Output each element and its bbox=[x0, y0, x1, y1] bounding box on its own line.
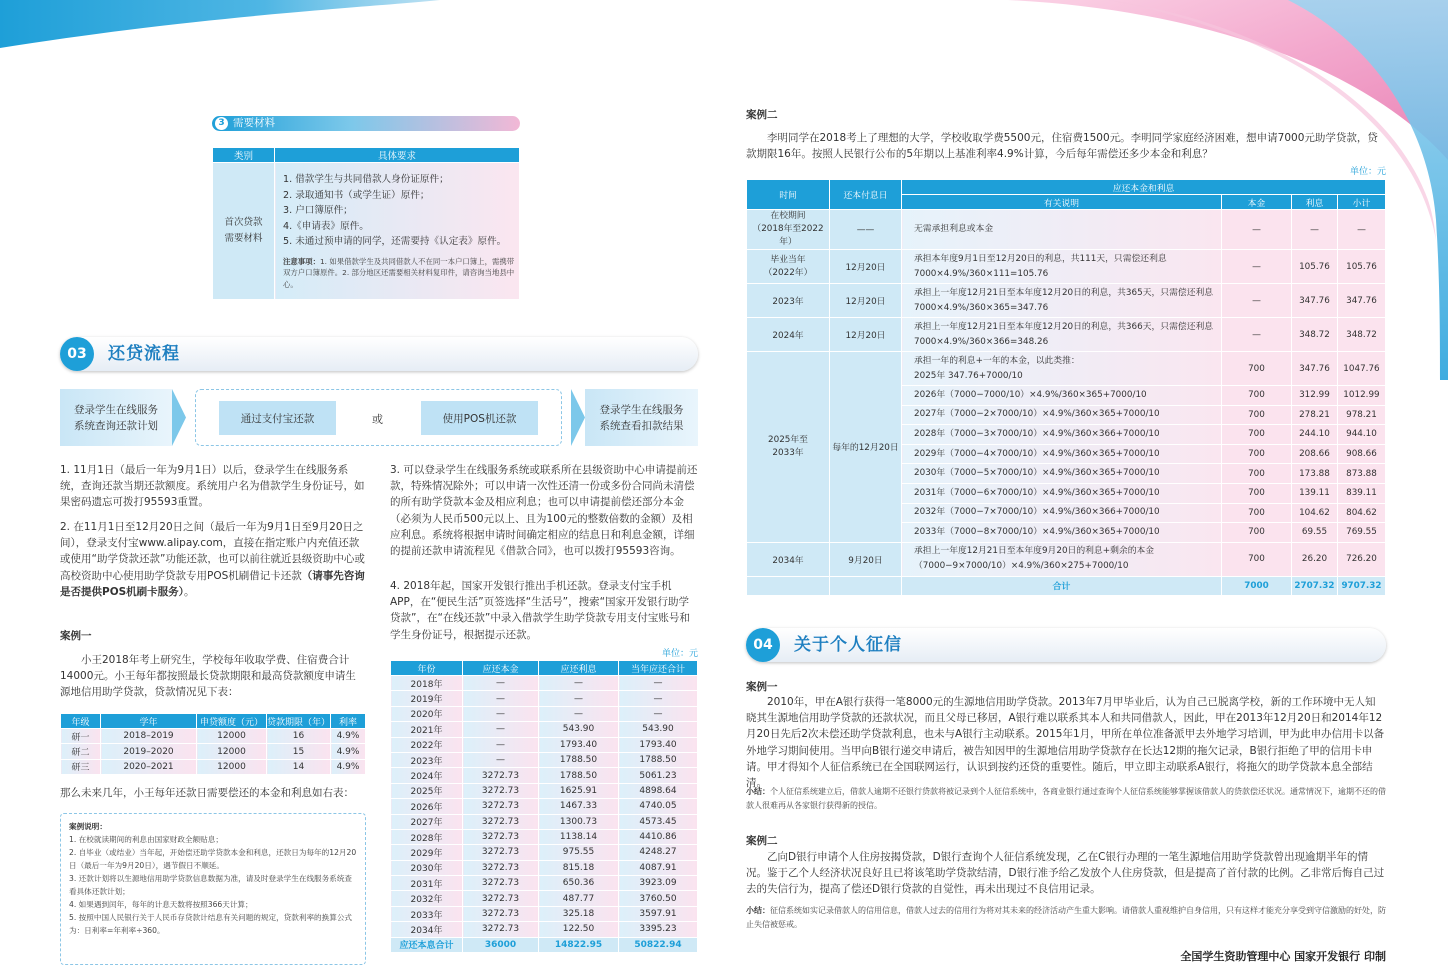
case2-time-line: 毕业当年 bbox=[770, 254, 806, 265]
table-cell: 4740.05 bbox=[619, 799, 698, 814]
case2-principal-cell: 700 bbox=[1221, 405, 1291, 425]
table-cell: 应还本息合计 bbox=[391, 937, 463, 952]
case2-time-line: （2022年） bbox=[763, 267, 813, 278]
case2-subtotal-cell: 873.88 bbox=[1337, 464, 1385, 484]
credit2-summary-text: 征信系统如实记录借款人的信用信息，借款人过去的信用行为将对其未来的经济活动产生重大影响。请借款人重视维护自身信用，只有这样才能充分享受到守信激励的好处，防止失信被惩戒。 bbox=[746, 906, 1386, 929]
table-cell: 2029年 bbox=[391, 845, 463, 860]
case2-unit: 单位：元 bbox=[1349, 167, 1386, 177]
repay-header: 当年应还合计 bbox=[619, 661, 698, 676]
table-cell: 3272.73 bbox=[463, 876, 539, 891]
table-cell: 3923.09 bbox=[619, 876, 698, 891]
case2-date-cell: 12月20日 bbox=[830, 284, 902, 318]
table-cell: 12000 bbox=[197, 759, 267, 774]
materials-item: 1. 借款学生与共同借款人身份证原件； bbox=[283, 174, 449, 185]
table-cell: 4.9% bbox=[331, 744, 366, 759]
case2-desc-line: 7000×4.9%/360×366=348.26 bbox=[914, 336, 1049, 347]
case2-header-desc: 有关说明 bbox=[902, 195, 1222, 210]
table-cell: 3272.73 bbox=[463, 829, 539, 844]
case2-desc-cell: 2033年（7000−8×7000/10）×4.9%/360×365+7000/10 bbox=[902, 523, 1222, 543]
case1-note: 5. 按照中国人民银行关于人民币存贷款计结息有关问题的规定，贷款利率的换算公式为：日利率=年利率÷360。 bbox=[69, 913, 353, 935]
case1-header: 申贷额度（元） bbox=[197, 714, 267, 729]
table-cell: 543.90 bbox=[539, 722, 619, 737]
case2-desc-line: 承担上一年度12月21日至本年度9月20日的利息+剩余的本金 bbox=[914, 546, 1155, 557]
materials-category-cell bbox=[213, 163, 275, 300]
table-cell: 4573.45 bbox=[619, 814, 698, 829]
table-cell: 50822.94 bbox=[619, 937, 698, 952]
materials-item: 5. 未通过预申请的同学，还需要持《认定表》原件。 bbox=[283, 236, 507, 247]
table-cell: 2021年 bbox=[391, 722, 463, 737]
materials-note-label: 注意事项： bbox=[283, 256, 320, 266]
table-cell: 815.18 bbox=[539, 860, 619, 875]
case2-time-cell: 2023年 bbox=[747, 284, 830, 318]
table-row bbox=[747, 284, 1386, 318]
top-left-wave-decoration bbox=[0, 0, 440, 48]
table-cell: 3272.73 bbox=[463, 906, 539, 921]
case2-label: 案例二 bbox=[746, 109, 778, 121]
table-cell: 3272.73 bbox=[463, 860, 539, 875]
credit2-text: 乙向D银行申请个人住房按揭贷款，D银行查询个人征信系统发现，乙在C银行办理的一笔生源地信用助学贷款曾出现逾期半年的情况。鉴于乙个人经济状况良好且已将该笔助学贷款结清，D银行准予给乙发放个人住房贷款，但是提高了首付款的比例。乙非常后悔自己过去的失信行为，提高了偿还D银行贷款的自觉性，再未出现过不良信用记录。 bbox=[746, 851, 1385, 896]
case2-desc-line: （7000−9×7000/10）×4.9%/360×275+7000/10 bbox=[914, 561, 1129, 572]
section-04-header bbox=[746, 628, 1386, 662]
case2-subtotal-cell: 978.21 bbox=[1337, 405, 1385, 425]
table-cell: 2026年 bbox=[391, 799, 463, 814]
table-cell: 3395.23 bbox=[619, 922, 698, 937]
table-cell: 4410.86 bbox=[619, 829, 698, 844]
materials-note bbox=[283, 256, 515, 291]
table-cell: 1793.40 bbox=[619, 737, 698, 752]
table-cell: 4.9% bbox=[331, 729, 366, 744]
table-cell: 3272.73 bbox=[463, 799, 539, 814]
case2-interest-cell: 347.76 bbox=[1291, 284, 1337, 318]
case2-interest-cell: 69.55 bbox=[1291, 523, 1337, 543]
section-03-number: 03 bbox=[60, 337, 94, 371]
materials-item: 2. 录取通知书（或学生证）原件； bbox=[283, 189, 430, 201]
credit1-summary-text: 个人征信系统建立后，借款人逾期不还银行贷款将被记录到个人征信系统中，各商业银行通过查询个人征信系统能够掌握该借款人的贷款偿还状况。通常情况下，逾期不还的借款人很难再从各家银行获得新的授信。 bbox=[746, 787, 1386, 810]
case2-subtotal-cell: 804.62 bbox=[1337, 503, 1385, 523]
table-cell: 16 bbox=[267, 729, 331, 744]
case2-desc-cell bbox=[902, 542, 1222, 576]
table-cell: — bbox=[463, 691, 539, 706]
flow-arrow-icon bbox=[172, 389, 186, 446]
section-03-title: 还贷流程 bbox=[108, 344, 180, 364]
table-row bbox=[391, 799, 698, 814]
case2-desc-cell: 2031年（7000−6×7000/10）×4.9%/360×365+7000/10 bbox=[902, 483, 1222, 503]
case2-principal-cell: — bbox=[1221, 284, 1291, 318]
table-cell: 2020年 bbox=[391, 706, 463, 721]
case2-total-interest: 2707.32 bbox=[1291, 576, 1337, 595]
case2-principal-cell: 700 bbox=[1221, 425, 1291, 445]
flow-option-alipay: 通过支付宝还款 bbox=[219, 401, 336, 435]
table-row bbox=[747, 210, 1386, 250]
case2-interest-cell: 312.99 bbox=[1291, 386, 1337, 406]
case2-text: 李明同学在2018考上了理想的大学，学校收取学费5500元，住宿费1500元。李明同学家庭经济困难，想申请7000元助学贷款，贷款期限16年。按照人民银行公布的5年期以上基准利率4.9%计算，今后每年需偿还多少本金和利息？ bbox=[746, 132, 1378, 161]
case2-total-principal: 7000 bbox=[1221, 576, 1291, 595]
case2-interest-cell: 139.11 bbox=[1291, 483, 1337, 503]
repay-header: 应还本金 bbox=[463, 661, 539, 676]
table-cell: 650.36 bbox=[539, 876, 619, 891]
table-cell: 2031年 bbox=[391, 876, 463, 891]
table-row bbox=[391, 691, 698, 706]
table-cell: — bbox=[463, 752, 539, 767]
table-cell: — bbox=[463, 676, 539, 691]
materials-header-requirements: 具体要求 bbox=[275, 148, 520, 163]
case2-desc-cell: 2030年（7000−5×7000/10）×4.9%/360×365+7000/10 bbox=[902, 464, 1222, 484]
case2-date-cell: 12月20日 bbox=[830, 318, 902, 352]
case2-desc-cell: 2026年（7000−7000/10）×4.9%/360×365+7000/10 bbox=[902, 386, 1222, 406]
table-cell: 1788.50 bbox=[619, 752, 698, 767]
flow-start-box bbox=[60, 389, 172, 446]
table-cell: 2024年 bbox=[391, 768, 463, 783]
table-cell: 2023年 bbox=[391, 752, 463, 767]
case2-interest-cell: 347.76 bbox=[1291, 352, 1337, 386]
case2-desc-cell bbox=[902, 250, 1222, 284]
case2-total-label: 合计 bbox=[902, 576, 1222, 595]
table-cell: — bbox=[619, 706, 698, 721]
case2-subtotal-cell: — bbox=[1337, 210, 1385, 250]
step-2-bold: （请事先咨询是否提供POS机刷卡服务） bbox=[60, 569, 365, 598]
table-cell: 1788.50 bbox=[539, 752, 619, 767]
case2-principal-cell: — bbox=[1221, 250, 1291, 284]
table-row bbox=[747, 250, 1386, 284]
case2-header-principal: 本金 bbox=[1221, 195, 1291, 210]
case2-time-cell: 2034年 bbox=[747, 542, 830, 576]
table-cell: 487.77 bbox=[539, 891, 619, 906]
case2-total-blank bbox=[830, 576, 902, 595]
case2-time-line: （2018年至2022年） bbox=[752, 224, 824, 247]
table-row bbox=[391, 768, 698, 783]
table-row bbox=[747, 318, 1386, 352]
case2-desc-line: 承担一年的利息+一年的本金，以此类推： bbox=[914, 355, 1080, 366]
case2-principal-cell: 700 bbox=[1221, 352, 1291, 386]
table-cell: 2033年 bbox=[391, 906, 463, 921]
table-cell: — bbox=[539, 691, 619, 706]
materials-category-line: 首次贷款 bbox=[224, 217, 263, 228]
case2-subtotal-cell: 1047.76 bbox=[1337, 352, 1385, 386]
step-2-end: 。 bbox=[183, 585, 195, 598]
table-cell: 2034年 bbox=[391, 922, 463, 937]
case1-conclusion: 那么未来几年，小王每年还款日需要偿还的本金和利息如右表： bbox=[60, 787, 354, 799]
repay-table-unit: 单位：元 bbox=[661, 649, 698, 659]
case1-notes-box bbox=[60, 813, 366, 965]
table-cell: — bbox=[619, 676, 698, 691]
case2-subtotal-cell: 347.76 bbox=[1337, 284, 1385, 318]
section-04-number: 04 bbox=[746, 628, 780, 662]
flow-end-box bbox=[585, 389, 698, 446]
section-03-header bbox=[60, 337, 698, 371]
case2-time-cell: 2024年 bbox=[747, 318, 830, 352]
table-cell: 2027年 bbox=[391, 814, 463, 829]
table-cell: — bbox=[463, 722, 539, 737]
table-row-total bbox=[391, 937, 698, 952]
case2-desc-cell: 无需承担利息或本金 bbox=[902, 210, 1222, 250]
case2-time-line: 2033年 bbox=[772, 447, 804, 458]
case2-desc-cell bbox=[902, 318, 1222, 352]
table-cell: 4.9% bbox=[331, 759, 366, 774]
table-cell: — bbox=[619, 691, 698, 706]
case2-desc-cell: 2029年（7000−4×7000/10）×4.9%/360×365+7000/10 bbox=[902, 444, 1222, 464]
table-cell: 2019年 bbox=[391, 691, 463, 706]
case2-schedule-table bbox=[746, 179, 1386, 596]
table-row bbox=[747, 576, 1386, 595]
case2-interest-cell: 348.72 bbox=[1291, 318, 1337, 352]
table-row bbox=[391, 737, 698, 752]
table-row bbox=[391, 706, 698, 721]
step-4: 4. 2018年起，国家开发银行推出手机还款。登录支付宝手机APP，在“便民生活”页签选择“生活号”，搜索“国家开发银行助学贷款”，在“在线还款”中录入借款学生助学贷款专用支付宝账号和学生身份证号，根据提示还款。 bbox=[390, 580, 690, 641]
case2-header-interest: 利息 bbox=[1291, 195, 1337, 210]
step-1: 1. 11月1日（最后一年为9月1日）以后，登录学生在线服务系统，查询还款当期还款额度。系统用户名为借款学生身份证号，如果密码遗忘可拨打95593重置。 bbox=[60, 464, 365, 509]
table-row bbox=[391, 752, 698, 767]
case2-subtotal-cell: 944.10 bbox=[1337, 425, 1385, 445]
credit2-summary bbox=[746, 904, 1386, 932]
case2-interest-cell: 208.66 bbox=[1291, 444, 1337, 464]
table-cell: 3272.73 bbox=[463, 891, 539, 906]
case2-time-cell bbox=[747, 250, 830, 284]
materials-number: 3 bbox=[215, 117, 228, 130]
table-cell: — bbox=[463, 737, 539, 752]
case2-subtotal-cell: 726.20 bbox=[1337, 542, 1385, 576]
table-cell: 1788.50 bbox=[539, 768, 619, 783]
table-cell: 2030年 bbox=[391, 860, 463, 875]
materials-header-category: 类别 bbox=[213, 148, 275, 163]
table-row bbox=[391, 876, 698, 891]
case1-note: 2. 自毕业（或结业）当年起，开始偿还助学贷款本金和利息，还款日为每年的12月20日（最后一年为9月20日），遇节假日不顺延。 bbox=[69, 848, 357, 870]
case2-date-cell: 12月20日 bbox=[830, 250, 902, 284]
case2-interest-cell: 278.21 bbox=[1291, 405, 1337, 425]
table-cell: 2019–2020 bbox=[101, 744, 197, 759]
table-row bbox=[391, 722, 698, 737]
table-cell: 2025年 bbox=[391, 783, 463, 798]
materials-item: 3. 户口簿原件； bbox=[283, 205, 353, 216]
table-row bbox=[747, 542, 1386, 576]
table-cell: 研二 bbox=[61, 744, 101, 759]
table-row bbox=[391, 814, 698, 829]
case1-text: 小王2018年考上研究生，学校每年收取学费、住宿费合计14000元。小王每年都按照最长贷款期限和最高贷款额度申请生源地信用助学贷款，贷款情况见下表： bbox=[60, 654, 356, 699]
table-cell: 1138.14 bbox=[539, 829, 619, 844]
table-cell: — bbox=[539, 676, 619, 691]
case2-time-cell bbox=[747, 210, 830, 250]
case2-desc-cell: 2032年（7000−7×7000/10）×4.9%/360×366+7000/10 bbox=[902, 503, 1222, 523]
case1-note: 3. 还款计划将以生源地信用助学贷款信息数据为准，请及时登录学生在线服务系统查看具体还款计划； bbox=[69, 874, 353, 896]
table-cell: 12000 bbox=[197, 744, 267, 759]
case1-loan-table bbox=[60, 713, 366, 775]
case2-desc-line: 承担本年度9月1日至12月20日的利息，共111天，只需偿还利息 bbox=[914, 253, 1167, 264]
credit1-summary bbox=[746, 785, 1386, 813]
case2-interest-cell: 173.88 bbox=[1291, 464, 1337, 484]
table-row bbox=[61, 744, 366, 759]
table-cell: — bbox=[463, 706, 539, 721]
table-cell: 4248.27 bbox=[619, 845, 698, 860]
case1-header: 学年 bbox=[101, 714, 197, 729]
table-cell: 3272.73 bbox=[463, 845, 539, 860]
case2-principal-cell: 700 bbox=[1221, 386, 1291, 406]
case2-date-cell: —— bbox=[830, 210, 902, 250]
case2-total-subtotal: 9707.32 bbox=[1337, 576, 1385, 595]
case2-principal-cell: — bbox=[1221, 318, 1291, 352]
step-2-text: 2. 在11月1日至12月20日之间（最后一年为9月1日至9月20日之间），登录支付宝www.alipay.com，直接在指定账户内充值还款或使用“助学贷款还款”功能还款，也可以前往就近县级资助中心或高校资助中心使用助学贷款专用POS机刷借记卡还款 bbox=[60, 521, 365, 582]
table-cell: 4087.91 bbox=[619, 860, 698, 875]
case2-time-line: 在校期间 bbox=[770, 211, 806, 221]
table-cell: 3272.73 bbox=[463, 783, 539, 798]
case2-header-group: 应还本金和利息 bbox=[902, 180, 1386, 195]
table-cell: — bbox=[539, 706, 619, 721]
table-row bbox=[391, 922, 698, 937]
step-2 bbox=[60, 519, 366, 600]
case1-header: 年级 bbox=[61, 714, 101, 729]
table-cell: 2018年 bbox=[391, 676, 463, 691]
table-cell: 3760.50 bbox=[619, 891, 698, 906]
case2-subtotal-cell: 839.11 bbox=[1337, 483, 1385, 503]
materials-note-text: 1. 如果借款学生及共同借款人不在同一本户口簿上，需携带双方户口簿原件。2. 部分地区还需要相关材料复印件，请咨询当地县中心。 bbox=[283, 256, 515, 289]
case2-principal-cell: 700 bbox=[1221, 464, 1291, 484]
table-cell: 5061.23 bbox=[619, 768, 698, 783]
table-cell: 2022年 bbox=[391, 737, 463, 752]
case1-note: 1. 在校就读期间的利息由国家财政全额贴息； bbox=[69, 835, 223, 844]
case2-subtotal-cell: 105.76 bbox=[1337, 250, 1385, 284]
flow-end-line: 登录学生在线服务 bbox=[599, 403, 684, 416]
flow-or-label: 或 bbox=[372, 413, 383, 426]
credit2-label: 案例二 bbox=[746, 835, 778, 847]
case2-principal-cell: 700 bbox=[1221, 523, 1291, 543]
step-3: 3. 可以登录学生在线服务系统或联系所在县级资助中心申请提前还款，特殊情况除外；可以申请一次性还清一份或多份合同尚未清偿的所有助学贷款本金及相应利息；也可以申请提前偿还部分本金（必须为人民币500元以上、且为100元的整数倍数的金额）及相应利息。系统将根据申请时间确定相应的结息日和利息金额，详细的提前还款申请流程见《借款合同》，也可以拨打95593咨询。 bbox=[390, 464, 698, 558]
case2-subtotal-cell: 1012.99 bbox=[1337, 386, 1385, 406]
table-cell: 1625.91 bbox=[539, 783, 619, 798]
table-row bbox=[747, 352, 1386, 386]
case2-desc-line: 7000×4.9%/360×111=105.76 bbox=[914, 268, 1049, 279]
case2-desc-line: 承担上一年度12月21日至本年度12月20日的利息，共366天，只需偿还利息 bbox=[914, 321, 1214, 332]
table-cell: 12000 bbox=[197, 729, 267, 744]
table-cell: 3272.73 bbox=[463, 922, 539, 937]
materials-header bbox=[212, 116, 520, 131]
case2-principal-cell: 700 bbox=[1221, 444, 1291, 464]
case2-desc-cell: 2027年（7000−2×7000/10）×4.9%/360×365+7000/10 bbox=[902, 405, 1222, 425]
case1-header: 贷款期限（年） bbox=[267, 714, 331, 729]
table-cell: 122.50 bbox=[539, 922, 619, 937]
case2-header-subtotal: 小计 bbox=[1337, 195, 1385, 210]
flow-arrow-icon bbox=[571, 389, 585, 446]
case2-principal-cell: 700 bbox=[1221, 503, 1291, 523]
case1-header: 利率 bbox=[331, 714, 366, 729]
case2-time-cell bbox=[747, 352, 830, 543]
section-04-title: 关于个人征信 bbox=[794, 635, 902, 655]
table-cell: 1300.73 bbox=[539, 814, 619, 829]
footer-printer: 全国学生资助管理中心 国家开发银行 印制 bbox=[1180, 950, 1386, 963]
table-cell: 543.90 bbox=[619, 722, 698, 737]
case2-header-date: 还本付息日 bbox=[830, 180, 902, 210]
materials-requirements-cell bbox=[275, 163, 520, 300]
case2-interest-cell: 105.76 bbox=[1291, 250, 1337, 284]
table-cell: 15 bbox=[267, 744, 331, 759]
repay-header: 应还利息 bbox=[539, 661, 619, 676]
case2-desc-cell bbox=[902, 284, 1222, 318]
case2-principal-cell: — bbox=[1221, 210, 1291, 250]
case2-desc-line: 2025年 347.76+7000/10 bbox=[914, 370, 1023, 381]
materials-table bbox=[212, 147, 520, 300]
flow-option-pos: 使用POS机还款 bbox=[421, 401, 538, 435]
case2-subtotal-cell: 348.72 bbox=[1337, 318, 1385, 352]
table-row bbox=[391, 860, 698, 875]
repay-header: 年份 bbox=[391, 661, 463, 676]
table-cell: 3272.73 bbox=[463, 814, 539, 829]
flow-start-line: 系统查询还款计划 bbox=[74, 419, 158, 432]
case2-desc-line: 承担上一年度12月21日至本年度12月20日的利息，共365天，只需偿还利息 bbox=[914, 287, 1214, 298]
table-cell: 36000 bbox=[463, 937, 539, 952]
table-row bbox=[391, 676, 698, 691]
case1-note: 4. 如果遇到闰年，每年的计息天数将按照366天计算； bbox=[69, 900, 253, 909]
case2-subtotal-cell: 908.66 bbox=[1337, 444, 1385, 464]
case2-desc-cell: 2028年（7000−3×7000/10）×4.9%/360×366+7000/10 bbox=[902, 425, 1222, 445]
case2-interest-cell: — bbox=[1291, 210, 1337, 250]
table-cell: 2018–2019 bbox=[101, 729, 197, 744]
table-row bbox=[61, 759, 366, 774]
table-row bbox=[391, 906, 698, 921]
table-cell: 14822.95 bbox=[539, 937, 619, 952]
table-cell: 2032年 bbox=[391, 891, 463, 906]
credit1-label: 案例一 bbox=[746, 681, 778, 693]
materials-title: 需要材料 bbox=[233, 117, 275, 129]
flow-start-line: 登录学生在线服务 bbox=[74, 403, 158, 416]
table-cell: 14 bbox=[267, 759, 331, 774]
table-cell: 2028年 bbox=[391, 829, 463, 844]
table-cell: 3272.73 bbox=[463, 768, 539, 783]
case2-header-time: 时间 bbox=[747, 180, 830, 210]
case2-desc-cell bbox=[902, 352, 1222, 386]
table-cell: 研一 bbox=[61, 729, 101, 744]
case2-date-cell: 每年的12月20日 bbox=[830, 352, 902, 543]
case2-date-cell: 9月20日 bbox=[830, 542, 902, 576]
case2-time-line: 2025年至 bbox=[768, 434, 808, 445]
table-row bbox=[391, 891, 698, 906]
materials-category-line: 需要材料 bbox=[224, 233, 263, 244]
table-cell: 975.55 bbox=[539, 845, 619, 860]
case1-notes-title: 案例说明： bbox=[69, 822, 107, 831]
credit1-text: 2010年，甲在A银行获得一笔8000元的生源地信用助学贷款。2013年7月甲毕业后，认为自己已脱离学校，新的工作环境中无人知晓其生源地信用助学贷款的还款状况，而且父母已移居，A银行难以联系其本人和共同借款人，因此，甲在2013年12月20日和2014年12月20日先后2次未偿还助学贷款利息，也未与A银行主动联系。2015年1月，甲所在单位准备派甲去外地学习培训，甲为此申办信用卡以备外地学习期间使用。当甲向B银行递交申请后，被告知因甲的生源地信用助学贷款存在长达12期的拖欠记录，B银行拒绝了甲的信用卡申请。甲才得知个人征信系统已在全国联网运行，认识到按约还贷的重要性。随后，甲立即主动联系A银行，将拖欠的助学贷款本息全部结清。 bbox=[746, 696, 1385, 790]
table-cell: 3597.91 bbox=[619, 906, 698, 921]
case2-interest-cell: 244.10 bbox=[1291, 425, 1337, 445]
credit1-summary-label: 小结： bbox=[746, 787, 770, 796]
table-cell: 325.18 bbox=[539, 906, 619, 921]
table-row bbox=[391, 783, 698, 798]
case2-interest-cell: 104.62 bbox=[1291, 503, 1337, 523]
case2-total-blank bbox=[747, 576, 830, 595]
credit2-summary-label: 小结： bbox=[746, 906, 770, 915]
case2-principal-cell: 700 bbox=[1221, 542, 1291, 576]
materials-item: 4.《申请表》原件。 bbox=[283, 220, 369, 232]
case2-interest-cell: 26.20 bbox=[1291, 542, 1337, 576]
case2-principal-cell: 700 bbox=[1221, 483, 1291, 503]
table-row bbox=[391, 829, 698, 844]
table-row bbox=[61, 729, 366, 744]
table-cell: 2020–2021 bbox=[101, 759, 197, 774]
table-cell: 4898.64 bbox=[619, 783, 698, 798]
flow-end-line: 系统查看扣款结果 bbox=[599, 419, 684, 432]
case2-desc-line: 7000×4.9%/360×365=347.76 bbox=[914, 302, 1049, 313]
case2-subtotal-cell: 769.55 bbox=[1337, 523, 1385, 543]
table-row bbox=[391, 845, 698, 860]
repay-schedule-table bbox=[390, 660, 698, 953]
case1-label: 案例一 bbox=[60, 630, 92, 642]
table-cell: 1467.33 bbox=[539, 799, 619, 814]
table-cell: 1793.40 bbox=[539, 737, 619, 752]
table-cell: 研三 bbox=[61, 759, 101, 774]
